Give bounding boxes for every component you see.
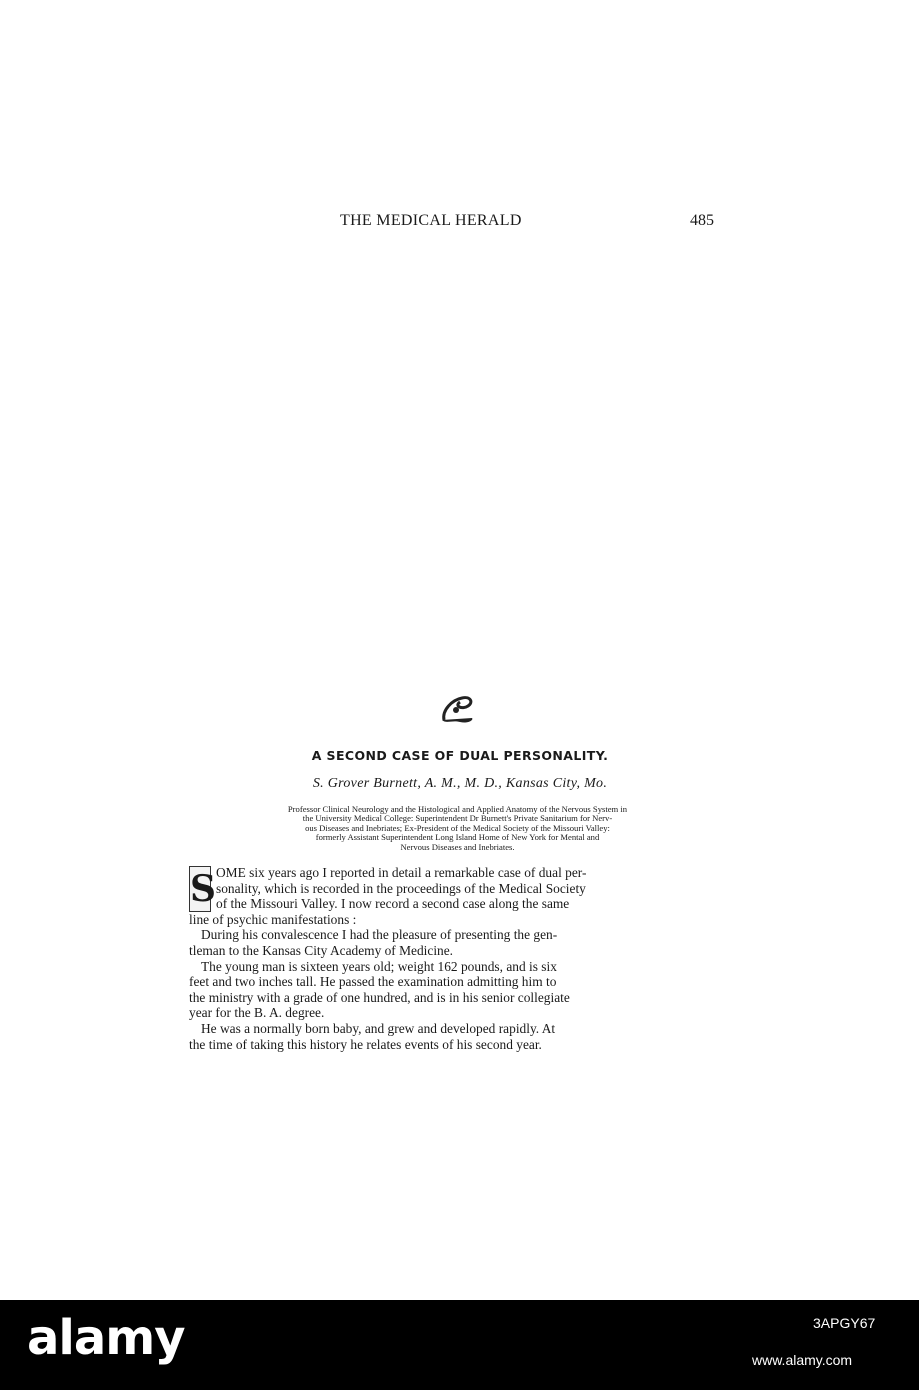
site-url-label: www.alamy.com — [752, 1352, 853, 1368]
paragraph-3 — [189, 959, 719, 1021]
author-credentials — [190, 805, 725, 852]
text-line: line of psychic manifestations : — [189, 911, 357, 927]
article-title: A SECOND CASE OF DUAL PERSONALITY. — [311, 748, 609, 763]
credentials-line: the University Medical College: Superintendent Dr Burnett's Private Sanitarium for Nerv- — [302, 813, 613, 824]
decorative-scroll-icon — [438, 690, 478, 726]
text-line: tleman to the Kansas City Academy of Medicine. — [189, 942, 454, 958]
paragraph-1 — [189, 865, 719, 927]
text-line: of the Missouri Valley. I now record a second case along the same — [216, 896, 570, 912]
running-header-title: THE MEDICAL HERALD — [340, 212, 522, 229]
text-line: year for the B. A. degree. — [189, 1005, 325, 1021]
author-byline: S. Grover Burnett, A. M., M. D., Kansas City, Mo. — [312, 776, 608, 791]
text-line: the ministry with a grade of one hundred, and is in his senior collegiate — [189, 989, 570, 1005]
credentials-line: formerly Assistant Superintendent Long Island Home of New York for Mental and — [315, 832, 600, 843]
credentials-line: Professor Clinical Neurology and the Histological and Applied Anatomy of the Nervous System in — [287, 804, 628, 814]
article-body — [189, 865, 719, 1052]
credentials-line: ous Diseases and Inebriates; Ex-President of the Medical Society of the Missouri Valley: — [305, 822, 610, 833]
text-line: the time of taking this history he relates events of his second year. — [189, 1036, 542, 1052]
text-line: During his convalescence I had the pleasure of presenting the gen- — [201, 927, 558, 943]
text-line: sonality, which is recorded in the proceedings of the Medical Society — [216, 880, 586, 896]
paragraph-4 — [189, 1021, 719, 1052]
image-id-label: 3APGY67 — [813, 1315, 876, 1331]
credentials-line: Nervous Diseases and Inebriates. — [400, 841, 515, 852]
alamy-logo: alamy — [27, 1310, 185, 1366]
text-line: OME six years ago I reported in detail a remarkable case of dual per- — [216, 865, 587, 880]
drop-cap-initial: S — [190, 868, 216, 910]
text-line: feet and two inches tall. He passed the examination admitting him to — [189, 974, 557, 990]
page-number: 485 — [690, 212, 714, 229]
text-line: The young man is sixteen years old; weight 162 pounds, and is six — [201, 958, 557, 974]
paragraph-2 — [189, 927, 719, 958]
text-line: He was a normally born baby, and grew and developed rapidly. At — [201, 1020, 556, 1036]
